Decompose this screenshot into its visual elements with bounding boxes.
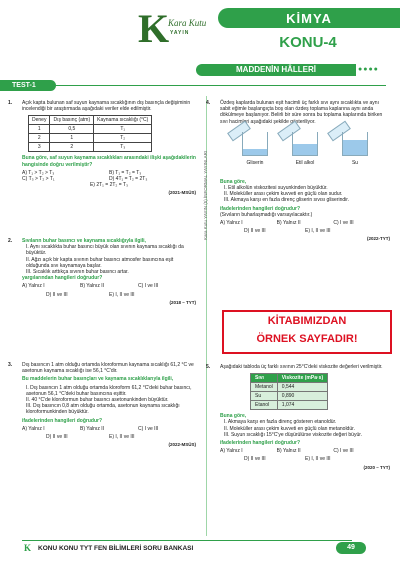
table-cell: 3: [29, 143, 50, 152]
beaker-icon: [292, 132, 318, 156]
liquid-level: [243, 149, 267, 155]
table-cell: Metanol: [251, 383, 278, 392]
statement-list: [22, 385, 196, 416]
question-1: [8, 100, 196, 197]
option-c[interactable]: C) I ve III: [138, 283, 159, 290]
beaker-label: Gliserin: [246, 159, 264, 166]
question-number: 3.: [8, 362, 13, 368]
question-prompt: Bu maddelerin buhar basınçları ve kaynama sıcaklıklarıyla ilgili,: [22, 376, 174, 383]
option-c[interactable]: C) I ve III: [333, 220, 354, 227]
footer-divider: [22, 540, 352, 541]
test-divider: [56, 85, 386, 86]
question-source: (2022-MSÜS): [168, 442, 196, 448]
option-b[interactable]: B) Yalnız II: [276, 220, 301, 227]
statement-item: III. Akmaya karşı en fazla direnç gliserin sıvısı gliserindir.: [224, 197, 350, 204]
option-c[interactable]: C) I ve III: [138, 425, 159, 432]
option-c[interactable]: C) T₃ > T₂ > T₁: [22, 176, 55, 183]
statement-item: I. Akmaya karşı en fazla direnç gösteren etanoldür.: [224, 419, 337, 426]
question-prompt: Buna göre,: [220, 413, 247, 420]
answer-options: [22, 170, 196, 182]
statement-item: III. Dış basıncın 0,8 atm olduğu ortamda, asetonun kaynama sıcaklığı kloroformunkinden büyüktür.: [26, 403, 180, 416]
statement-item: I. Dış basıncın 1 atm olduğu ortamda kloroform 61,2 °C'deki buhar basıncı, asetonun 56,1 °C'deki buhar basıncına eşittir.: [26, 384, 192, 397]
option-b[interactable]: B) Yalnız II: [80, 425, 104, 432]
table-cell: T₁: [94, 125, 152, 134]
subject-banner: [218, 8, 400, 28]
question-source: (2018 – TYT): [169, 299, 196, 305]
liquid-level: [293, 144, 317, 154]
table-cell: 0,890: [277, 392, 327, 401]
page-footer: [0, 540, 400, 570]
question-4: [206, 100, 390, 243]
subject-title: KİMYA: [286, 11, 332, 26]
viscosity-table: [250, 373, 328, 410]
answer-options: [220, 220, 390, 226]
table-header: Kaynama sıcaklığı (°C): [94, 116, 152, 125]
unit-title: KONU-4: [279, 34, 337, 51]
question-text: Açık kapta bulunan saf suyun kaynama sıcaklığının dış basınçla değişiminin incelendiği bir araştırmada aşağıdaki veriler elde edilmiştir.: [22, 100, 191, 113]
beaker-label: Etil alkol: [295, 159, 315, 166]
statement-item: II. Moleküller arası çekim kuvveti en güçlü olan metanoldür.: [224, 425, 355, 432]
answer-options: [22, 283, 196, 289]
option-d[interactable]: D) II ve III: [244, 456, 266, 463]
question-note: (Sıvıların buharlaşmadığı varsayılacaktır.): [220, 211, 313, 218]
test-label: TEST-1: [0, 80, 56, 91]
option-b[interactable]: B) Yalnız II: [276, 448, 301, 455]
question-prompt: Buna göre,: [220, 178, 247, 185]
option-e[interactable]: E) 2T₁ = 2T₂ = T₃: [89, 182, 129, 189]
table-cell: 0,5: [50, 125, 94, 134]
option-d[interactable]: D) II ve III: [46, 434, 68, 441]
answer-options-row2: [22, 434, 196, 440]
statement-list: [22, 244, 196, 275]
table-cell: 1: [50, 134, 94, 143]
question-intro: Sıvıların buhar basıncı ve kaynama sıcaklığıyla ilgili,: [22, 238, 146, 244]
topic-banner: [196, 64, 356, 76]
table-cell: 1,074: [277, 401, 327, 410]
question-text: Aşağıdaki tabloda üç farklı sıvının 25°C'deki viskozite değerleri verilmiştir.: [220, 364, 383, 370]
question-source: (2020 – TYT): [363, 464, 390, 470]
vertical-publisher-text: Kara Kutu YAYIN (5) İNFORMAL YAYINLARI: [203, 150, 208, 240]
table-header: Sıvı: [251, 374, 278, 383]
question-text: Dış basıncın 1 atm olduğu ortamda kloroformun kaynama sıcaklığı 61,2 °C ve asetonun kaynama sıcaklığı ise 56,1 °C'dir.: [22, 362, 194, 375]
option-a[interactable]: A) Yalnız I: [220, 220, 243, 227]
option-e[interactable]: E) I, II ve III: [305, 228, 331, 235]
stamp-line-2: ÖRNEK SAYFADIR!: [256, 333, 358, 345]
question-source: (2021-MSÜS): [168, 190, 196, 196]
option-a[interactable]: A) Yalnız I: [22, 425, 45, 432]
option-e[interactable]: E) I, II ve III: [109, 291, 135, 298]
statement-item: II. Moleküller arası çekim kuvveti en güçlü olan sudur.: [224, 191, 343, 198]
statement-item: II. 40 °C'de kloroformun buhar basıncı asetonunkinden büyüktür.: [26, 397, 169, 404]
beaker-label: Su: [351, 159, 359, 166]
data-table: [28, 115, 152, 152]
stamp-line-1: KİTABIMIZDAN: [267, 315, 347, 327]
book-title: KONU KONU TYT FEN BİLİMLERİ SORU BANKASI: [38, 545, 194, 552]
answer-options: [220, 448, 390, 454]
table-cell: 2: [50, 143, 94, 152]
question-number: 4.: [206, 100, 211, 106]
question-number: 2.: [8, 238, 13, 244]
beaker-icon: [242, 132, 268, 156]
option-a[interactable]: A) Yalnız I: [22, 283, 45, 290]
question-text: Özdeş kaplarda bulunan eşit hacimli üç farklı sıvı aynı sıcaklıkta ve aynı sabit eğimle başlangıçta boş olan özdeş toplama kaplarına aynı anda dökülmeye başlanıyor. Belirli bir süre sonra bu toplama kaplarında biriken sıvı hacimleri aşağıdaki şekilde gösteriliyor.: [220, 100, 383, 125]
beaker-icon: [342, 132, 368, 156]
page-header: [0, 0, 400, 80]
option-d[interactable]: D) II ve III: [46, 291, 68, 298]
option-d[interactable]: D) II ve III: [244, 228, 266, 235]
statement-item: III. Sıcaklık arttıkça sıvının buhar basıncı artar.: [26, 269, 129, 276]
table-cell: 2: [29, 134, 50, 143]
option-b[interactable]: B) T₁ = T₂ = T₃: [109, 169, 142, 176]
question-3: [8, 362, 196, 448]
table-cell: Su: [251, 392, 278, 401]
statement-item: I. Aynı sıcaklıkta buhar basıncı büyük olan sıvının kaynama sıcaklığı da büyüktür.: [26, 244, 184, 257]
option-e[interactable]: E) I, II ve III: [305, 456, 331, 463]
beaker-illustration: [220, 128, 390, 176]
liquid-level: [343, 140, 367, 155]
option-d[interactable]: D) 4T₁ = T₂ = 2T₃: [109, 176, 148, 183]
table-header: Viskozite (mPa·s): [277, 374, 327, 383]
table-cell: Etanol: [251, 401, 278, 410]
answer-options-row2: [220, 228, 390, 234]
question-prompt-2: ifadelerinden hangileri doğrudur?: [220, 205, 301, 212]
brand-logo: [138, 6, 207, 54]
question-5: [206, 364, 390, 471]
statement-list: [220, 419, 390, 438]
topic-title: MADDENİN HÂLLERİ: [236, 65, 316, 74]
option-b[interactable]: B) Yalnız II: [80, 283, 104, 290]
sample-page-stamp: [222, 310, 392, 354]
question-prompt: yargılarından hangileri doğrudur?: [22, 275, 103, 282]
decorative-dots-icon: ●●●●: [358, 66, 379, 73]
statement-item: II. Ağzı açık bir kapta sıvının buhar basıncı atmosfer basıncına eşit olduğunda sıvı kaynamaya başlar.: [26, 256, 174, 269]
question-prompt-2: ifadelerinden hangileri doğrudur?: [22, 417, 103, 424]
question-number: 1.: [8, 100, 13, 106]
question-source: (2022-TYT): [366, 236, 390, 242]
footer-logo-icon: K: [24, 543, 32, 553]
table-cell: 0,544: [277, 383, 327, 392]
statement-item: III. Suyun sıcaklığı 15°C'ye düşürülürse viskozite değeri büyür.: [224, 431, 363, 438]
question-number: 5.: [206, 364, 211, 370]
table-cell: T₂: [94, 134, 152, 143]
question-2: [8, 238, 196, 306]
option-c[interactable]: C) I ve III: [333, 448, 354, 455]
option-e[interactable]: E) I, II ve III: [109, 434, 135, 441]
answer-options-row2: [220, 456, 390, 462]
brand-sub: YAYIN: [170, 30, 190, 36]
logo-k-icon: K: [138, 6, 170, 51]
statement-list: [220, 185, 390, 204]
page-number: 49: [336, 542, 366, 554]
table-header: Deney: [29, 116, 50, 125]
option-a[interactable]: A) Yalnız I: [220, 448, 243, 455]
statement-item: I. Etil alkolün viskozitesi suyunkinden büyüktür.: [224, 185, 328, 192]
question-prompt: Buna göre, saf suyun kaynama sıcaklıkları arasındaki ilişki aşağıdakilerin hangisinde doğru verilmiştir?: [22, 155, 196, 168]
table-header: Dış basınç (atm): [50, 116, 94, 125]
brand-name: Kara Kutu: [168, 18, 207, 28]
answer-options: [22, 426, 196, 432]
answer-options-row2: [22, 292, 196, 298]
question-prompt-2: ifadelerinden hangileri doğrudur?: [220, 440, 301, 447]
table-cell: T₃: [94, 143, 152, 152]
table-cell: 1: [29, 125, 50, 134]
option-a[interactable]: A) T₁ > T₂ > T₃: [22, 169, 55, 176]
